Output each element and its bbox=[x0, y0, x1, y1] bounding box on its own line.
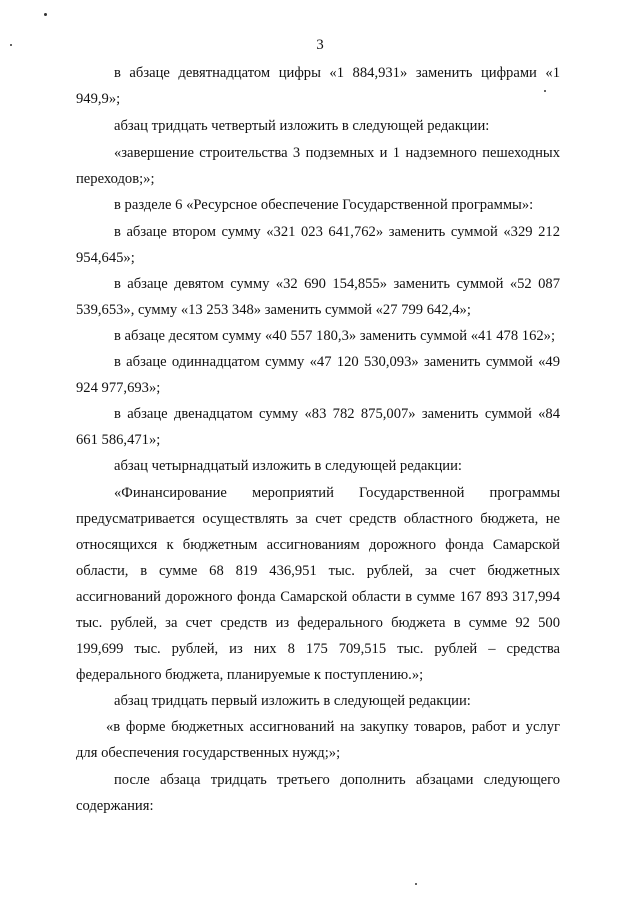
paragraph: в абзаце втором сумму «321 023 641,762» заменить суммой «329 212 954,645»; bbox=[76, 223, 560, 266]
paragraph: в абзаце девятнадцатом цифры «1 884,931» заменить цифрами «1 949,9»; bbox=[76, 65, 560, 108]
paragraph: «завершение строительства 3 подземных и 1 надземного пешеходных переходов;»; bbox=[76, 145, 560, 188]
paragraph: абзац тридцать четвертый изложить в следующей редакции: bbox=[114, 118, 490, 135]
paragraph: в разделе 6 «Ресурсное обеспечение Государственной программы»: bbox=[114, 197, 534, 214]
paragraph: «Финансирование мероприятий Государственной программы предусматривается осуществлять за счет средств областного бюджета, не относящихся к бюджетным ассигнованиям дорожного фонда Самарской области, в сумме 68 819 436,951 тыс. рублей, за счет бюджетных ассигнований дорожного фонда Самарской области в сумме 167 893 317,994 тыс. рублей, за счет средств из федерального бюджета в сумме 92 500 199,699 тыс. рублей, из них 8 175 709,515 тыс. рублей – средства федерального бюджета, планируемые к поступлению.»; bbox=[76, 484, 560, 684]
paragraph: в абзаце двенадцатом сумму «83 782 875,007» заменить суммой «84 661 586,471»; bbox=[76, 406, 560, 449]
paragraph: после абзаца тридцать третьего дополнить абзацами следующего содержания: bbox=[76, 771, 560, 814]
paragraph: «в форме бюджетных ассигнований на закупку товаров, работ и услуг для обеспечения государственных нужд;»; bbox=[76, 719, 560, 762]
scan-speck bbox=[44, 13, 47, 16]
paragraph: в абзаце десятом сумму «40 557 180,3» заменить суммой «41 478 162»; bbox=[114, 327, 556, 344]
paragraph: в абзаце одиннадцатом сумму «47 120 530,093» заменить суммой «49 924 977,693»; bbox=[76, 354, 560, 397]
paragraph: абзац тридцать первый изложить в следующей редакции: bbox=[114, 693, 471, 710]
document-body bbox=[76, 60, 560, 819]
scan-speck bbox=[415, 883, 417, 885]
paragraph: абзац четырнадцатый изложить в следующей редакции: bbox=[114, 458, 462, 475]
page-number: 3 bbox=[316, 37, 324, 53]
paragraph: в абзаце девятом сумму «32 690 154,855» заменить суммой «52 087 539,653», сумму «13 253 348» заменить суммой «27 799 642,4»; bbox=[76, 275, 560, 318]
